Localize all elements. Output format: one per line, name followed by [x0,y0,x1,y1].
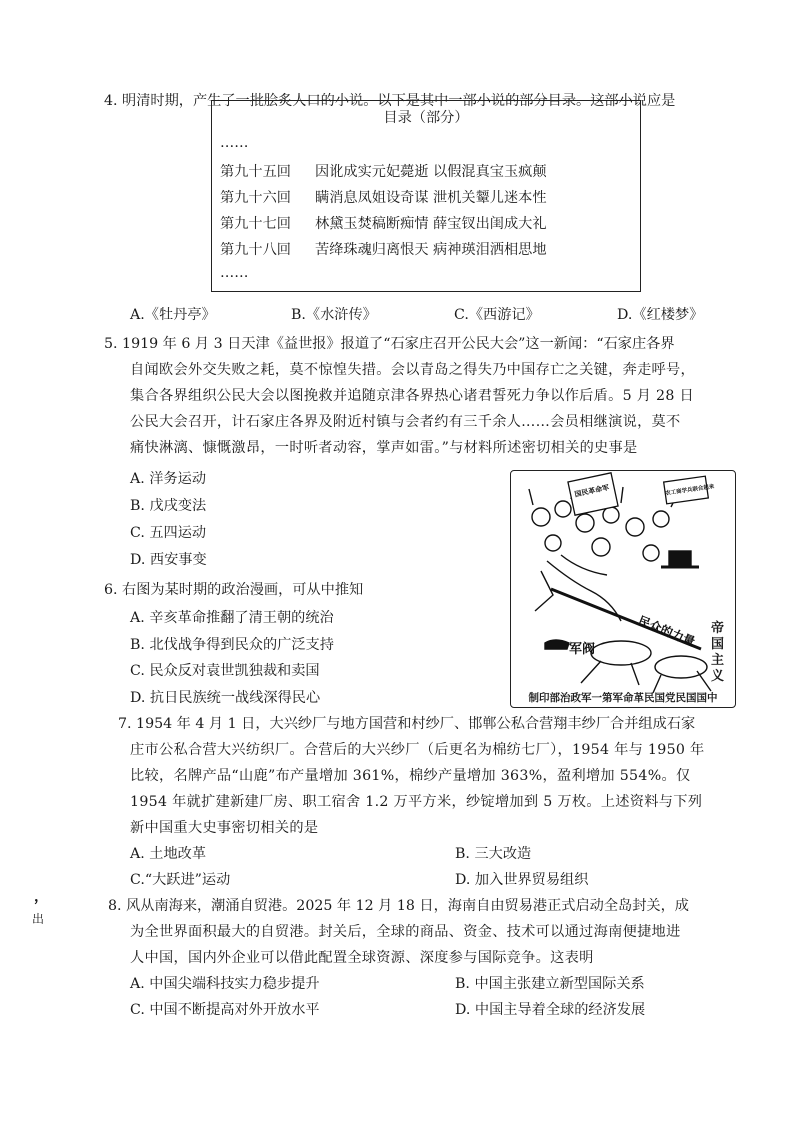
q4-option-d[interactable]: D.《红楼梦》 [617,307,704,323]
q5-stem-line: 集合各界组织公民大会以图挽救并追随京津各界热心诸君誓死力争以作后盾。5 月 28 日 [130,388,694,404]
q5-stem-line: 痛快淋漓、慷慨激昂，一时听者动容，掌声如雷。”与材料所述密切相关的史事是 [130,440,638,456]
q6-option-c[interactable]: C. 民众反对袁世凯独裁和卖国 [130,663,320,679]
toc-row-number: 第九十五回 [220,164,291,180]
cartoon-warlord-label: 军阀 [569,642,596,657]
cartoon-sign2-text: 农工商学兵联合起来 [664,484,715,497]
q5-option-d[interactable]: D. 西安事变 [130,552,207,568]
q8-stem-line: 为全世界面积最大的自贸港。封关后，全球的商品、资金、技术可以通过海南便捷地进 [130,924,681,940]
q8-option-d[interactable]: D. 中国主导着全球的经济发展 [455,1002,646,1018]
political-cartoon [510,470,736,708]
toc-row-number: 第九十六回 [220,190,291,206]
toc-row-number: 第九十八回 [220,242,291,258]
margin-mark: 出 [32,912,45,926]
margin-mark: ， [34,889,49,905]
q6-option-a[interactable]: A. 辛亥革命推翻了清王朝的统治 [130,610,334,626]
q7-stem-line: 庄市公私合营大兴纺织厂。合营后的大兴纱厂（后更名为棉纺七厂），1954 年与 1950 年 [130,742,705,758]
toc-row-text: 因讹成实元妃薨逝 以假混真宝玉疯颠 [315,164,547,180]
q5-option-a[interactable]: A. 洋务运动 [130,471,207,487]
toc-ellipsis-top: …… [220,135,249,151]
q7-option-b[interactable]: B. 三大改造 [455,846,532,862]
toc-ellipsis-bottom: …… [220,265,249,281]
cartoon-drawing [511,471,735,707]
cartoon-imperialism-label: 帝国主义 [711,621,725,684]
cartoon-caption: 制印部治政军一第军命革民国党民国国中 [528,692,718,704]
q6-option-d[interactable]: D. 抗日民族统一战线深得民心 [130,690,321,706]
q8-stem-line: 8. 风从南海来，潮涌自贸港。2025 年 12 月 18 日，海南自由贸易港正式启动全岛封关，成 [108,898,689,914]
toc-row [220,213,547,233]
q7-stem-line: 7. 1954 年 4 月 1 日，大兴纱厂与地方国营和村纱厂、邯郸公私合营翔丰纱厂合并组成石家 [118,716,696,732]
cartoon-banner-text: 民众的力量 [636,613,698,649]
q5-stem-line: 5. 1919 年 6 月 3 日天津《益世报》报道了“石家庄召开公民大会”这一新闻：“石家庄各界 [104,336,675,352]
toc-row-text: 瞒消息凤姐设奇谋 泄机关颦儿迷本性 [315,190,547,206]
q8-option-c[interactable]: C. 中国不断提高对外开放水平 [130,1002,320,1018]
q5-option-c[interactable]: C. 五四运动 [130,525,207,541]
q8-option-a[interactable]: A. 中国尖端科技实力稳步提升 [130,976,320,992]
toc-row-text: 苦绛珠魂归离恨天 病神瑛泪洒相思地 [315,242,547,258]
toc-title: 目录（部分） [383,110,469,126]
q7-stem-line: 新中国重大史事密切相关的是 [130,820,319,836]
q4-option-c[interactable]: C.《西游记》 [454,307,540,323]
q5-stem-line: 自闻欧会外交失败之耗，莫不惊惶失措。会以青岛之得失乃中国存亡之关键，奔走呼号， [130,362,696,378]
q7-stem-line: 1954 年就扩建新建厂房、职工宿舍 1.2 万平方米，纱锭增加到 5 万枚。上述资料与下列 [130,794,703,810]
table-of-contents-box [211,100,641,292]
q7-option-c[interactable]: C.“大跃进”运动 [130,872,231,888]
q4-option-b[interactable]: B.《水浒传》 [291,307,377,323]
q5-option-b[interactable]: B. 戊戌变法 [130,498,207,514]
q5-stem-line: 公民大会召开，计石家庄各界及附近村镇与会者约有三千余人……会员相继演说，莫不 [130,414,681,430]
toc-row [220,187,547,207]
toc-row-text: 林黛玉焚稿断痴情 薛宝钗出闺成大礼 [315,216,547,232]
q4-stem: 4. 明清时期，产生了一批脍炙人口的小说。以下是其中一部小说的部分目录。这部小说应是 [104,93,676,109]
q8-stem-line: 人中国，国内外企业可以借此配置全球资源、深度参与国际竞争。这表明 [130,950,594,966]
q7-option-a[interactable]: A. 土地改革 [130,846,207,862]
q4-option-a[interactable]: A.《牡丹亭》 [130,307,216,323]
cartoon-sign1-text: 国民革命军 [573,483,610,499]
q7-stem-line: 比较，名牌产品“山鹿”布产量增加 361%，棉纱产量增加 363%，盈利增加 554%。仅 [130,768,691,784]
toc-row-number: 第九十七回 [220,216,291,232]
q7-option-d[interactable]: D. 加入世界贸易组织 [455,872,589,888]
q6-option-b[interactable]: B. 北伐战争得到民众的广泛支持 [130,637,334,653]
toc-row [220,239,547,259]
q8-option-b[interactable]: B. 中国主张建立新型国际关系 [455,976,645,992]
q6-stem: 6. 右图为某时期的政治漫画，可从中推知 [104,582,364,598]
toc-row [220,161,547,181]
